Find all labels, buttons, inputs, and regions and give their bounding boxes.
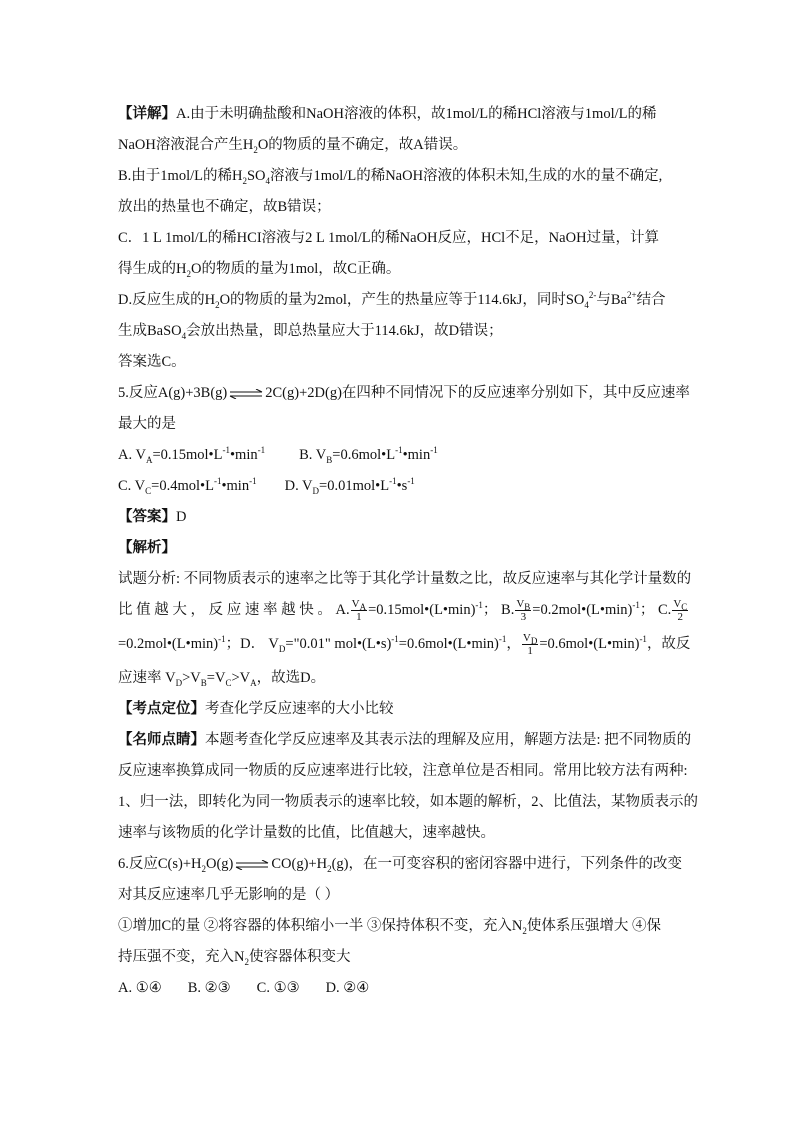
q5-analysis-line3: =0.2mol•(L•min)$^{-1}$；D． $V_D="0.01$" mol•(L•s)$^{-1}$=0.6mol•(L•min)$^{-1}$， $\frac{V_D}{1}$ =0.6mol•(L•min)$^{-1}$，故反 xyxy=(118,632,691,658)
q5-mingshi-line4: 速率与该物质的化学计量数的比值，比值越大，速率越快。 xyxy=(118,825,495,841)
q6-conditions-line2: 持压强不变，充入$N_2$使容器体积变大 xyxy=(118,949,351,967)
detail-line-d1: D.反应生成的$H_2O$的物质的量为2mol，产生的热量应等于114.6kJ，同时$SO_4^{2-}$与$Ba^{2+}$结合 xyxy=(118,290,666,310)
fraction-vd-1: $\frac{V_D}{1}$ xyxy=(522,632,538,658)
q6-stem-line2: 对其反应速率几乎无影响的是（ ） xyxy=(118,887,340,903)
fraction-vb-3: $\frac{V_B}{3}$ xyxy=(516,598,531,624)
document-body xyxy=(118,102,698,1007)
q5-stem-line2: 最大的是 xyxy=(118,416,176,432)
detail-line-a1: 【详解】A.由于未明确盐酸和NaOH溶液的体积，故1mol/L的稀HCl溶液与1mol/L的稀 xyxy=(118,106,657,122)
equilibrium-arrow-icon xyxy=(229,389,263,399)
q6-conditions-line1: ①增加C的量 ②将容器的体积缩小一半 ③保持体积不变，充入$N_2$使体系压强增大 ④保 xyxy=(118,918,662,936)
q6-options xyxy=(118,976,676,1007)
q5-stem-line1: 5.反应A(g)+3B(g) 2C(g)+2D(g)在四种不同情况下的反应速率分别如下，其中反应速率 xyxy=(118,385,690,401)
q5-option-d: D. $V_D=0.01mol•L^{-1}•s^{-1}$ xyxy=(284,476,415,496)
detail-answer: 答案选C。 xyxy=(118,354,186,370)
q5-options-cd xyxy=(118,474,676,505)
fraction-vc-2: $\frac{V_C}{2}$ xyxy=(673,598,688,624)
q5-options-ab xyxy=(118,443,676,474)
q5-answer: 【答案】D xyxy=(118,509,187,525)
q5-analysis-tag: 【解析】 xyxy=(118,540,176,556)
q6-option-d: D. ②④ xyxy=(325,980,370,996)
q5-option-b: B. $V_B=0.6mol•L^{-1}•\min^{-1}$ xyxy=(299,445,438,465)
q5-option-a: A. $V_A=0.15mol•L^{-1}•\min^{-1}$ xyxy=(118,445,266,465)
q5-mingshi-line1: 【名师点睛】本题考查化学反应速率及其表示法的理解及应用，解题方法是: 把不同物质的 xyxy=(118,732,692,748)
q5-analysis-line2: 比 值 越 大 ， 反 应 速 率 越 快 。 A. $\frac{V_A}{1}$ =0.15mol•(L•min)$^{-1}$； B. $\frac{V_B}{3}$ =0.2mol•(L•min)$^{-1}$； C. $\frac{V_C}{2}$ xyxy=(118,598,688,624)
q5-mingshi-line3: 1、归一法，即转化为同一物质表示的速率比较，如本题的解析，2、比值法，某物质表示的 xyxy=(118,794,698,810)
q5-analysis-line4: 应速率 $V_D>V_B=V_C>V_A$，故选D。 xyxy=(118,670,326,688)
detail-line-c2: 得生成的$H_2O$的物质的量为1mol，故C正确。 xyxy=(118,261,401,279)
q5-analysis-line1: 试题分析: 不同物质表示的速率之比等于其化学计量数之比，故反应速率与其化学计量数的 xyxy=(118,571,692,587)
equilibrium-arrow-icon xyxy=(235,860,269,870)
fraction-va-1: $\frac{V_A}{1}$ xyxy=(351,598,367,624)
q5-mingshi-line2: 反应速率换算成同一物质的反应速率进行比较，注意单位是否相同。常用比较方法有两种: xyxy=(118,763,688,779)
detail-line-b2: 放出的热量也不确定，故B错误； xyxy=(118,199,331,215)
detail-line-b1: B.由于1mol/L的稀$H_2SO_4$溶液与1mol/L的稀NaOH溶液的体积未知,生成的水的量不确定, xyxy=(118,168,663,186)
detail-line-c1: C．1 L 1mol/L的稀HCI溶液与2 L 1mol/L的稀NaOH反应，HCl不足，NaOH过量，计算 xyxy=(118,230,660,246)
q5-option-c: C. $V_C=0.4mol•L^{-1}•\min^{-1}$ xyxy=(118,476,257,496)
detail-line-d2: 生成BaSO$_4$会放出热量，即总热量应大于114.6kJ，故D错误； xyxy=(118,323,503,341)
detail-tag: 【详解】 xyxy=(118,106,176,122)
q6-option-c: C. ①③ xyxy=(256,980,300,996)
q6-stem-line1: 6.反应$C(s)+H_2O(g)$ $CO(g)+H_2(g)$，在一可变容积的密闭容器中进行，下列条件的改变 xyxy=(118,856,682,874)
detail-line-a2: NaOH溶液混合产生$H_2O$的物质的量不确定，故A错误。 xyxy=(118,137,468,155)
q5-kaodian: 【考点定位】考查化学反应速率的大小比较 xyxy=(118,701,394,717)
q6-option-b: B. ②③ xyxy=(187,980,231,996)
q6-option-a: A. ①④ xyxy=(118,980,162,996)
